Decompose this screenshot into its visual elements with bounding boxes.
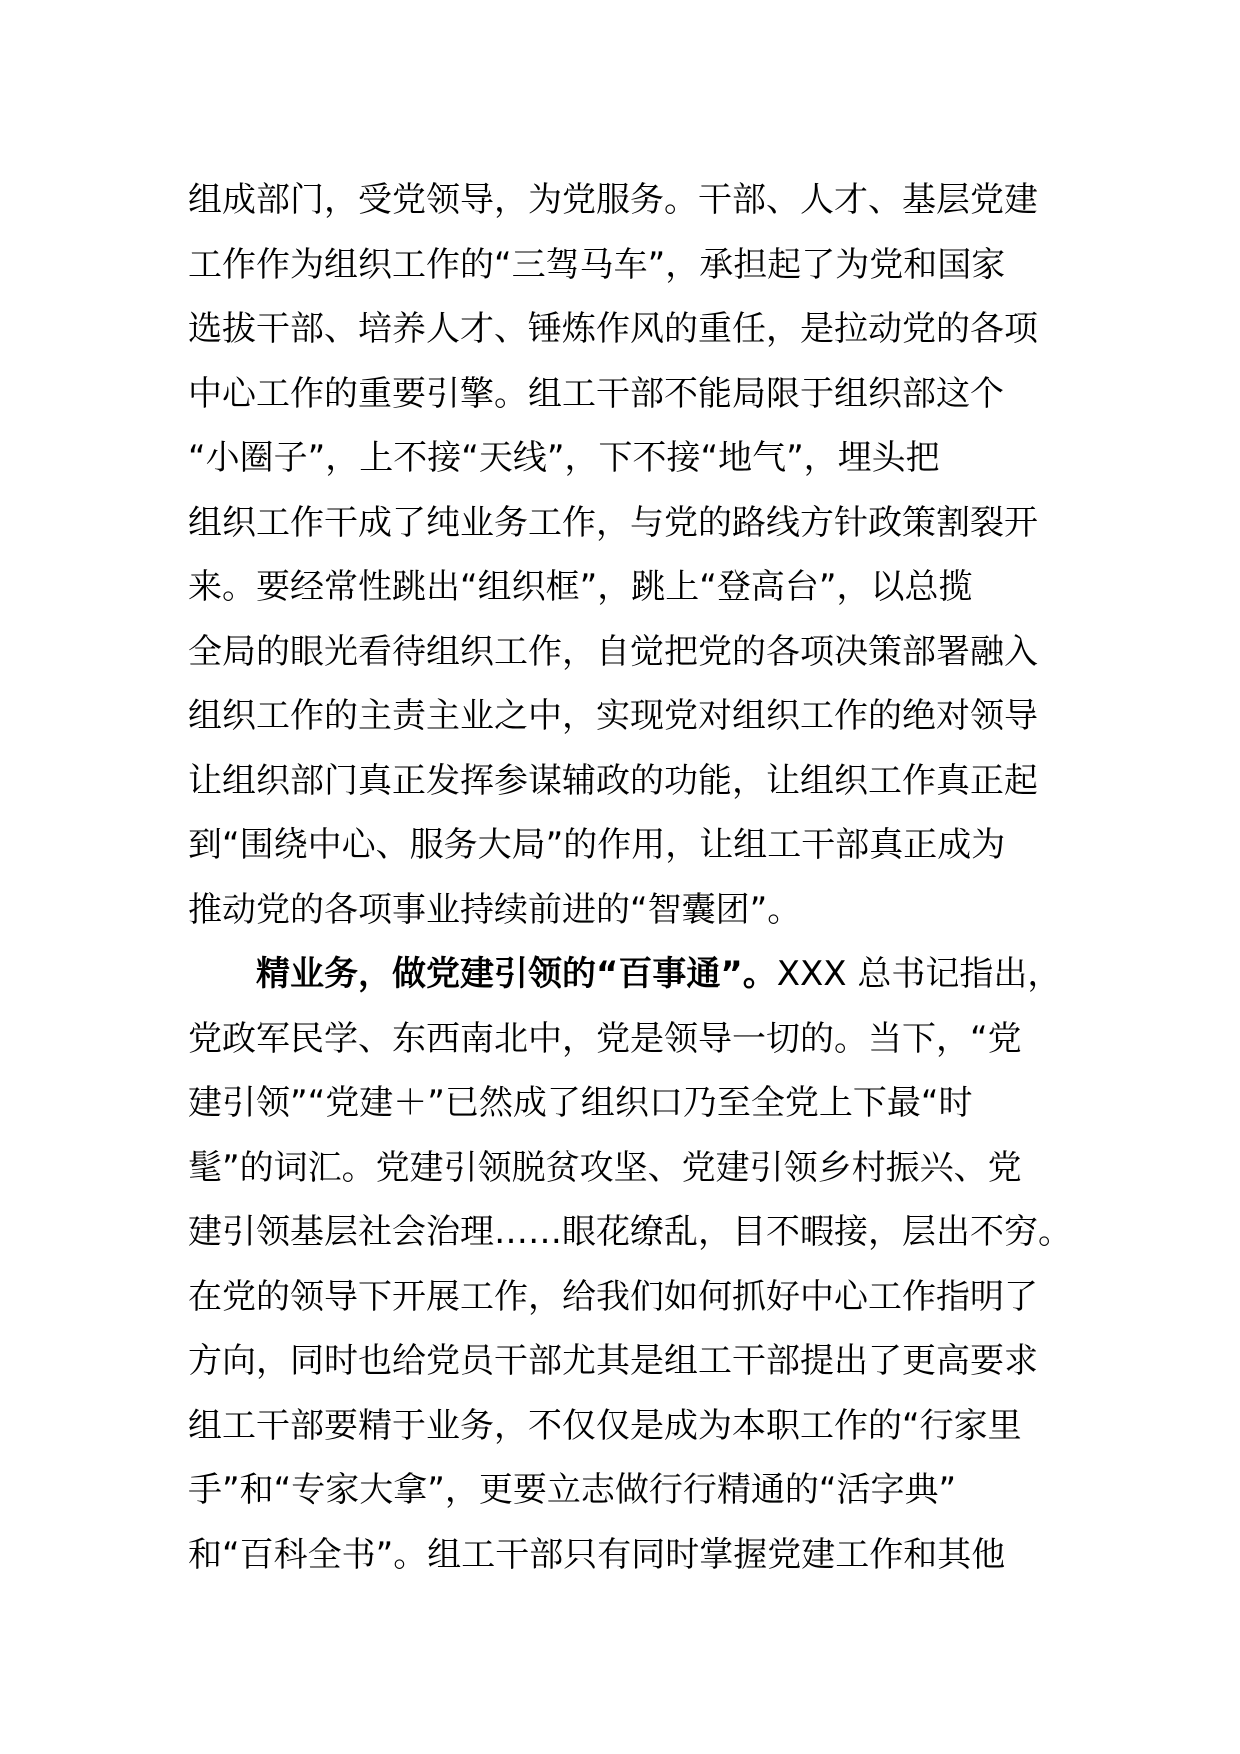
text-line: 和“百科全书”。组工干部只有同时掌握党建工作和其他 (188, 1534, 1006, 1575)
text-line: 组成部门，受党领导，为党服务。干部、人才、基层党建 (188, 180, 1038, 220)
text-line: 到“围绕中心、服务大局”的作用，让组工干部真正成为 (188, 825, 1006, 865)
text-line: 工作作为组织工作的“三驾马车”，承担起了为党和国家 (188, 244, 1006, 285)
text-line: 方向，同时也给党员干部尤其是组工干部提出了更高要求 (188, 1341, 1038, 1381)
document-page (188, 168, 1072, 1587)
text-line: 髦”的词汇。党建引领脱贫攻坚、党建引领乡村振兴、党 (188, 1147, 1022, 1188)
text-line: 组织工作的主责主业之中，实现党对组织工作的绝对领导 (188, 696, 1038, 736)
text-line: 建引领基层社会治理……眼花缭乱，目不暇接，层出不穷。 (188, 1212, 1072, 1252)
text-line: 组工干部要精于业务，不仅仅是成为本职工作的“行家里 (188, 1405, 1022, 1446)
text-line: 组织工作干成了纯业务工作，与党的路线方针政策割裂开 (188, 502, 1038, 543)
text-line: 来。要经常性跳出“组织框”，跳上“登高台”，以总揽 (188, 567, 973, 607)
text-line: 在党的领导下开展工作，给我们如何抓好中心工作指明了 (188, 1276, 1038, 1317)
paragraph-1 (188, 168, 1068, 942)
text-line: 选拔干部、培养人才、锤炼作风的重任，是拉动党的各项 (188, 309, 1038, 349)
section-heading: 精业务，做党建引领的“百事通”。 (256, 954, 777, 994)
paragraph-2 (188, 942, 1072, 1587)
text-line: 建引领”“党建＋”已然成了组织口乃至全党上下最“时 (188, 1083, 973, 1123)
text-line: 手”和“专家大拿”，更要立志做行行精通的“活字典” (188, 1470, 957, 1510)
text-run: XXX 总书记指出， (776, 954, 1062, 994)
text-line: “小圈子”，上不接“天线”，下不接“地气”，埋头把 (188, 438, 940, 478)
paragraph-2-first-line (188, 942, 1068, 1007)
text-line: 党政军民学、东西南北中，党是领导一切的。当下，“党 (188, 1018, 1022, 1059)
text-line: 让组织部门真正发挥参谋辅政的功能，让组织工作真正起 (188, 760, 1038, 801)
text-line: 推动党的各项事业持续前进的“智囊团”。 (188, 889, 802, 930)
text-line: 全局的眼光看待组织工作，自觉把党的各项决策部署融入 (188, 631, 1038, 672)
text-line: 中心工作的重要引擎。组工干部不能局限于组织部这个 (188, 373, 1004, 414)
